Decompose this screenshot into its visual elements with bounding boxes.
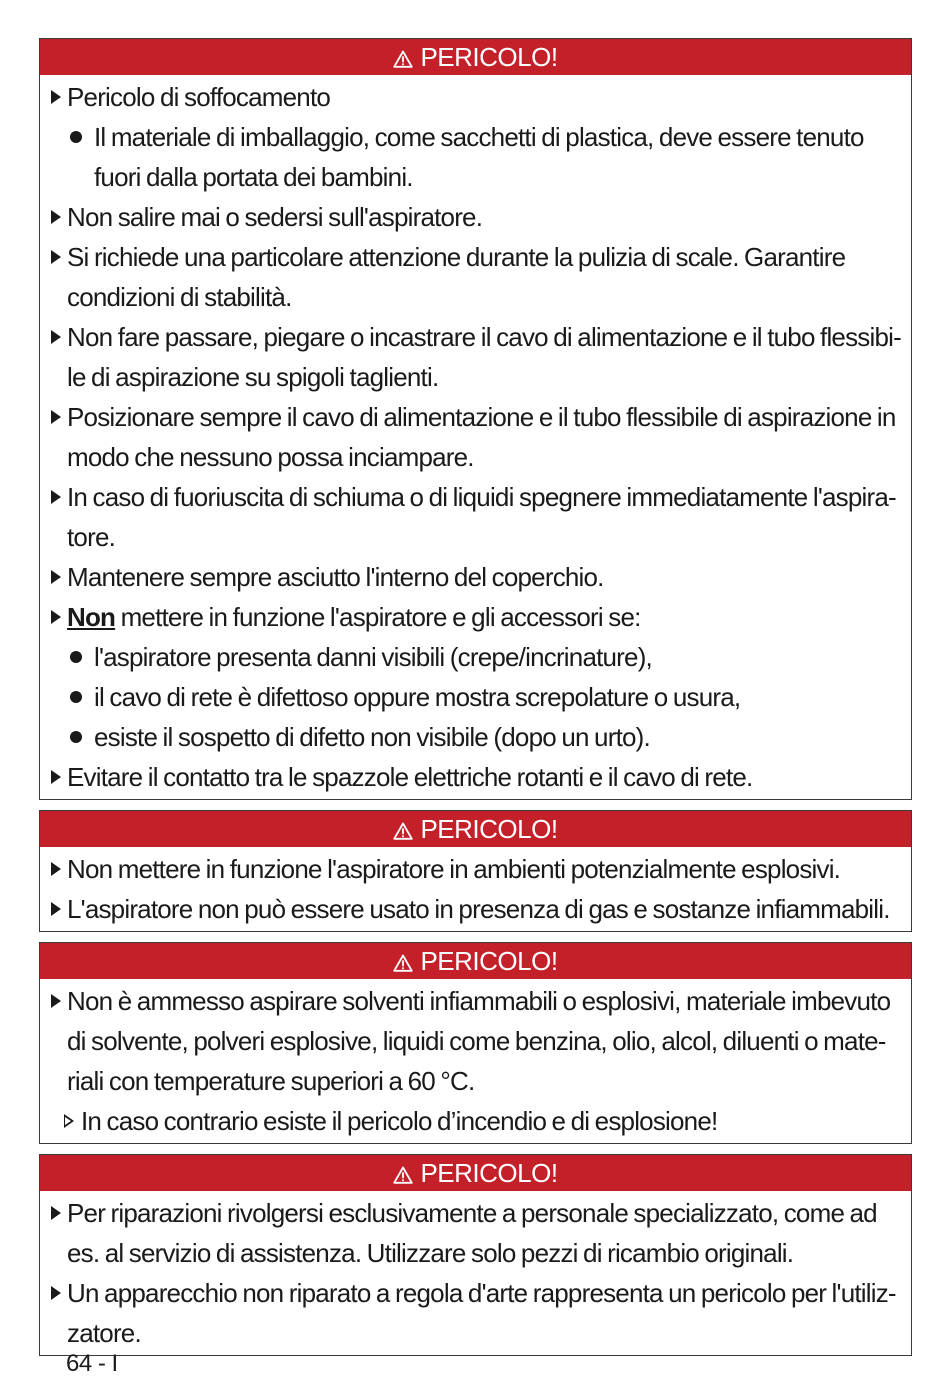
page	[39, 38, 912, 1366]
list-item: Posizionare sempre il cavo di alimentazione e il tubo flessibile di aspirazione in modo che nessuno possa inciampare.	[50, 397, 901, 477]
arrow-bullet-icon	[51, 770, 61, 784]
danger-box-explosive	[39, 810, 912, 932]
dot-bullet-icon	[70, 131, 82, 143]
sub-list-item: Il materiale di imballaggio, come sacchetti di plastica, deve essere tenuto fuori dalla portata dei bambini.	[50, 117, 901, 197]
sub-list-item: esiste il sospetto di difetto non visibile (dopo un urto).	[50, 717, 901, 757]
emphasis-non: Non	[67, 602, 116, 632]
arrow-bullet-icon	[51, 902, 61, 916]
list-item: Mantenere sempre asciutto l'interno del coperchio.	[50, 557, 901, 597]
sub-list-item: l'aspiratore presenta danni visibili (crepe/incrinature),	[50, 637, 901, 677]
arrow-bullet-icon	[51, 570, 61, 584]
warning-triangle-icon	[393, 822, 413, 840]
danger-box-suffocation	[39, 38, 912, 800]
arrow-bullet-icon	[51, 90, 61, 104]
danger-body	[40, 979, 911, 1143]
list-item: Pericolo di soffocamento	[50, 77, 901, 117]
result-arrow-icon	[64, 1114, 74, 1128]
dot-bullet-icon	[70, 651, 82, 663]
arrow-bullet-icon	[51, 330, 61, 344]
danger-box-repairs	[39, 1154, 912, 1356]
sub-list-item: il cavo di rete è difettoso oppure mostra screpolature o usura,	[50, 677, 901, 717]
arrow-bullet-icon	[51, 1206, 61, 1220]
danger-title: PERICOLO!	[420, 814, 558, 844]
result-item: In caso contrario esiste il pericolo d’incendio e di esplosione!	[50, 1101, 901, 1141]
danger-body	[40, 847, 911, 931]
list-item: L'aspiratore non può essere usato in presenza di gas e sostanze infiammabili.	[50, 889, 901, 929]
arrow-bullet-icon	[51, 862, 61, 876]
dot-bullet-icon	[70, 731, 82, 743]
list-item: Si richiede una particolare attenzione durante la pulizia di scale. Garantire condizioni di stabilità.	[50, 237, 901, 317]
arrow-bullet-icon	[51, 410, 61, 424]
arrow-bullet-icon	[51, 994, 61, 1008]
arrow-bullet-icon	[51, 610, 61, 624]
list-item: Non fare passare, piegare o incastrare il cavo di alimentazione e il tubo flessibi-le di aspirazione su spigoli taglienti.	[50, 317, 901, 397]
danger-title: PERICOLO!	[420, 946, 558, 976]
danger-box-solvents	[39, 942, 912, 1144]
dot-bullet-icon	[70, 691, 82, 703]
danger-body	[40, 75, 911, 799]
danger-body	[40, 1191, 911, 1355]
list-item: Evitare il contatto tra le spazzole elettriche rotanti e il cavo di rete.	[50, 757, 901, 797]
arrow-bullet-icon	[51, 210, 61, 224]
danger-title: PERICOLO!	[420, 1158, 558, 1188]
list-item-text: mettere in funzione l'aspiratore e gli accessori se:	[115, 602, 641, 632]
arrow-bullet-icon	[51, 250, 61, 264]
list-item	[50, 597, 901, 637]
list-item: In caso di fuoriuscita di schiuma o di liquidi spegnere immediatamente l'aspira-tore.	[50, 477, 901, 557]
warning-triangle-icon	[393, 1166, 413, 1184]
list-item: Non mettere in funzione l'aspiratore in ambienti potenzialmente esplosivi.	[50, 849, 901, 889]
warning-triangle-icon	[393, 50, 413, 68]
danger-header	[40, 1155, 911, 1191]
danger-header	[40, 39, 911, 75]
list-item: Un apparecchio non riparato a regola d'arte rappresenta un pericolo per l'utiliz-zatore.	[50, 1273, 901, 1353]
warning-triangle-icon	[393, 954, 413, 972]
list-item: Per riparazioni rivolgersi esclusivamente a personale specializzato, come ad es. al servizio di assistenza. Utilizzare solo pezzi di ricambio originali.	[50, 1193, 901, 1273]
arrow-bullet-icon	[51, 1286, 61, 1300]
page-number: 64 - I	[66, 1350, 118, 1377]
danger-header	[40, 943, 911, 979]
arrow-bullet-icon	[51, 490, 61, 504]
list-item: Non salire mai o sedersi sull'aspiratore.	[50, 197, 901, 237]
danger-header	[40, 811, 911, 847]
danger-title: PERICOLO!	[420, 42, 558, 72]
list-item: Non è ammesso aspirare solventi infiammabili o esplosivi, materiale imbevuto di solvente, polveri esplosive, liquidi come benzina, olio, alcol, diluenti o mate-riali con temperature superiori a 60 °C.	[50, 981, 901, 1101]
